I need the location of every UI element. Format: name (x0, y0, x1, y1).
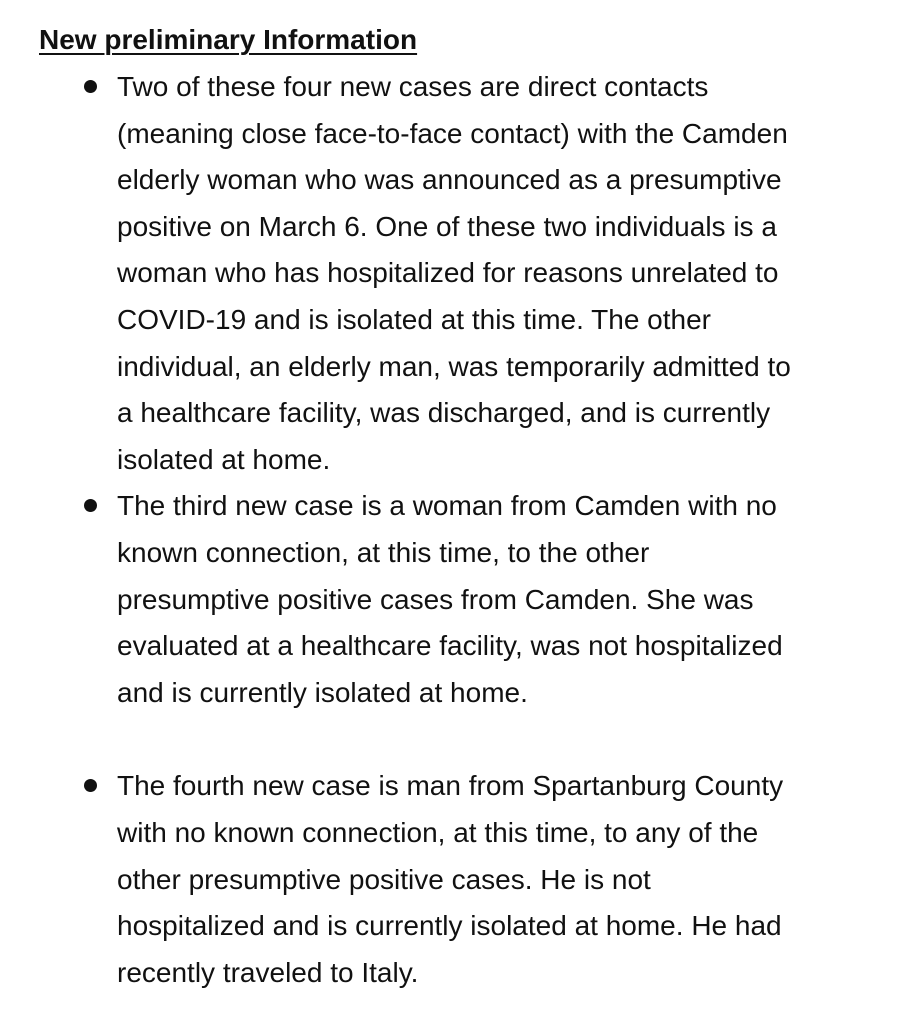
text-line: a healthcare facility, was discharged, and is currently (117, 397, 771, 429)
text-line: isolated at home. (117, 443, 331, 475)
list-item-fourth-case (0, 763, 877, 996)
bullet-icon (84, 80, 97, 93)
text-line: woman who has hospitalized for reasons unrelated to (117, 257, 779, 289)
text-line: (meaning close face-to-face contact) with the Camden (117, 117, 788, 149)
text-line: recently traveled to Italy. (117, 956, 419, 988)
bullet-icon (84, 499, 97, 512)
list-item-first-two-cases (0, 64, 877, 483)
text-line: presumptive positive cases from Camden. She was (117, 583, 754, 615)
text-line: The fourth new case is man from Spartanburg County (117, 770, 784, 802)
text-line: Two of these four new cases are direct contacts (117, 71, 709, 102)
text-line: COVID-19 and is isolated at this time. The other (117, 303, 711, 335)
text-line: known connection, at this time, to the other (117, 536, 650, 568)
text-line: positive on March 6. One of these two individuals is a (117, 210, 777, 242)
text-line: The third new case is a woman from Camden with no (117, 490, 777, 522)
text-line: elderly woman who was announced as a presumptive (117, 164, 782, 196)
text-line: evaluated at a healthcare facility, was not hospitalized (117, 630, 783, 662)
text-line: individual, an elderly man, was temporarily admitted to (117, 350, 791, 382)
case-list (0, 64, 919, 996)
section-heading: New preliminary Information (39, 24, 418, 55)
text-line: with no known connection, at this time, to any of the (117, 816, 759, 848)
text-line: hospitalized and is currently isolated at home. He had (117, 910, 782, 942)
text-line: and is currently isolated at home. (117, 676, 528, 708)
list-item-third-case (0, 483, 877, 716)
bullet-icon (84, 779, 97, 792)
text-line: other presumptive positive cases. He is not (117, 863, 651, 895)
